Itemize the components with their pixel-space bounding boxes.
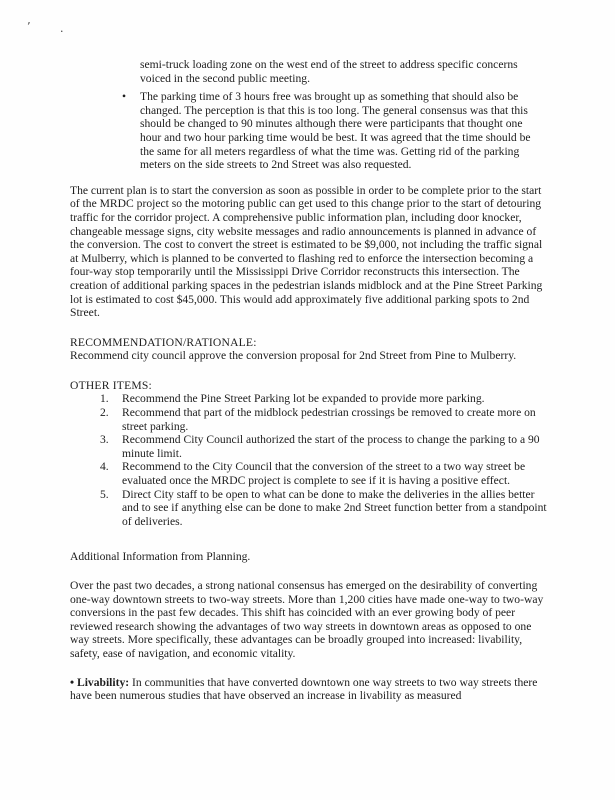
- list-item-number: 3.: [100, 433, 109, 447]
- recommendation-heading: [70, 336, 550, 350]
- scan-artifact-mark: ’: [27, 20, 31, 33]
- list-item-number: 5.: [100, 487, 109, 501]
- other-items-heading-text: OTHER ITEMS:: [70, 378, 152, 392]
- list-item-text: Direct City staff to be open to what can be done to make the deliveries in the allies better and to see if anything else can be done to make 2nd Street function better from a standpoint of deliveries.: [122, 487, 547, 528]
- body-paragraph-national-consensus: Over the past two decades, a strong national consensus has emerged on the desirability of converting one-way downtown streets to two-way streets. More than 1,200 cities have made one-way to two-way conversions in the past few decades. This shift has coincided with an ever growing body of peer reviewed research showing the advantages of two way streets in downtown areas as opposed to one way streets. More specifically, these advantages can be broadly grouped into increased: livability, safety, ease of navigation, and economic vitality.: [70, 579, 544, 660]
- document-content: [70, 58, 550, 703]
- list-item-number: 4.: [100, 460, 109, 474]
- scan-artifact-mark: .: [60, 22, 64, 35]
- recommendation-heading-text: RECOMMENDATION/RATIONALE:: [70, 335, 257, 349]
- list-item-number: 2.: [100, 406, 109, 420]
- bullet-marker: •: [122, 90, 127, 104]
- list-item: [100, 488, 550, 529]
- other-items-list: [100, 392, 550, 528]
- other-items-heading: [70, 379, 550, 393]
- paragraph-fragment: semi-truck loading zone on the west end of the street to address specific concerns voiced in the second public meeting.: [140, 58, 518, 85]
- bullet-list-item: [122, 90, 542, 172]
- additional-info-heading: Additional Information from Planning.: [70, 550, 251, 564]
- list-item: [100, 433, 550, 460]
- list-item-text: Recommend City Council authorized the start of the process to change the parking to a 90 minute limit.: [122, 433, 540, 460]
- list-item: [100, 392, 550, 406]
- bullet-item-text: The parking time of 3 hours free was brought up as something that should also be changed. The perception is that this is too long. The general consensus was that this should be changed to 90 minutes although there were participants that thought one hour and two hour parking time would be best. It was agreed that the time should be the same for all meters regardless of what the time was. Getting rid of the parking meters on the side streets to 2nd Street was also requested.: [140, 90, 531, 172]
- recommendation-text: Recommend city council approve the conversion proposal for 2nd Street from Pine to Mulberry.: [70, 349, 517, 363]
- livability-label: • Livability:: [70, 675, 133, 689]
- list-item-number: 1.: [100, 392, 109, 406]
- list-item: [100, 460, 550, 487]
- list-item: [100, 406, 550, 433]
- body-paragraph-current-plan: The current plan is to start the conversion as soon as possible in order to be complete prior to the start of the MRDC project so the motoring public can get used to this change prior to the start of detouring traffic for the corridor project. A comprehensive public information plan, including door knocker, changeable message signs, city website messages and radio announcements is planned in advance of the conversion. The cost to convert the street is estimated to be $9,000, not including the traffic signal at Mulberry, which is planned to be converted to flashing red to enforce the intersection becoming a four-way stop temporarily until the Mississippi Drive Corridor reconstructs this intersection. The creation of additional parking spaces in the pedestrian islands midblock and at the Pine Street Parking lot is estimated to cost $45,000. This would add approximately five additional parking spots to 2nd Street.: [70, 183, 543, 320]
- livability-text: In communities that have converted downtown one way streets to two way streets there have been numerous studies that have observed an increase in livability as measured: [70, 675, 538, 703]
- livability-paragraph: [70, 676, 550, 703]
- list-item-text: Recommend the Pine Street Parking lot be expanded to provide more parking.: [122, 392, 485, 406]
- list-item-text: Recommend to the City Council that the conversion of the street to a two way street be evaluated once the MRDC project is complete to see if it is having a positive effect.: [122, 460, 526, 488]
- list-item-text: Recommend that part of the midblock pedestrian crossings be removed to create more on street parking.: [122, 406, 536, 433]
